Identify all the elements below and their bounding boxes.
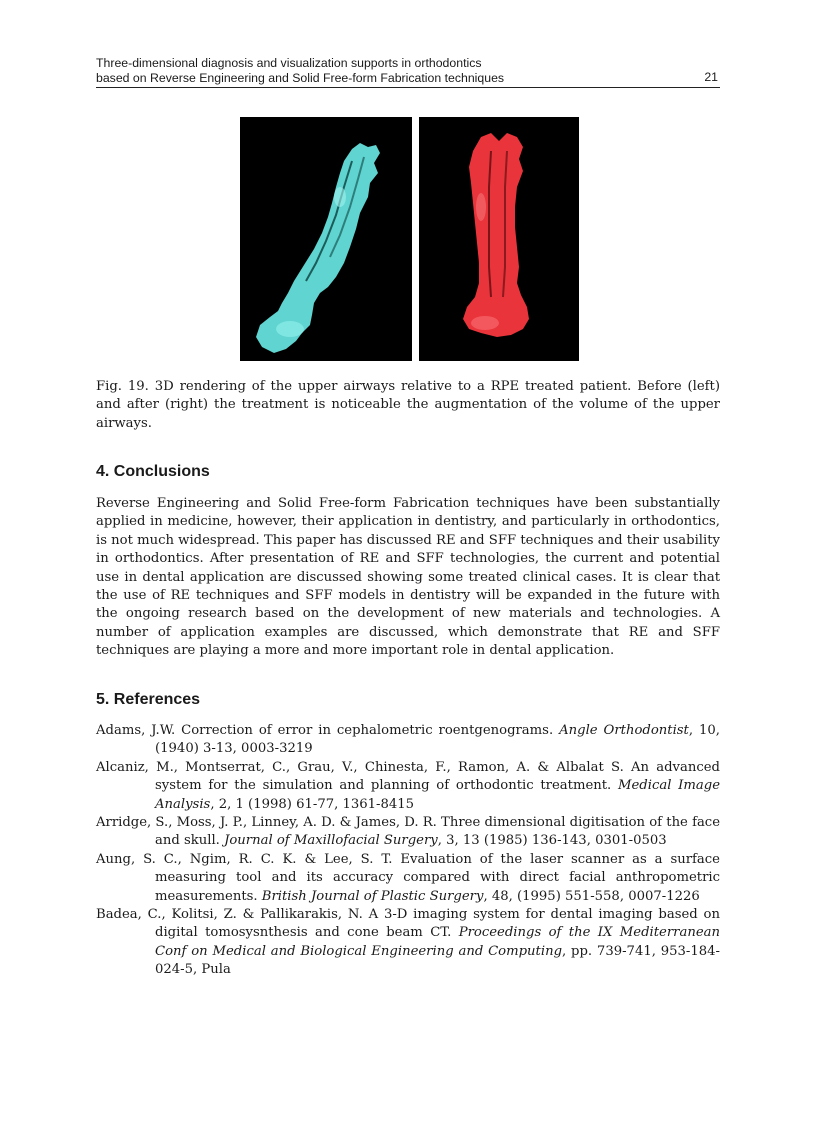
reference-text: Aung, S. C., Ngim, R. C. K. & Lee, S. T. Evaluation of the laser scanner as a surface measuring tool and its accuracy compared with direct facial anthropometric measurements. bbox=[96, 851, 720, 904]
figure-caption: Fig. 19. 3D rendering of the upper airways relative to a RPE treated patient. Before (left) and after (right) the treatment is noticeable the augmentation of the volume of the upper airways. bbox=[96, 379, 720, 431]
reference-item bbox=[96, 722, 720, 759]
reference-text: Arridge, S., Moss, J. P., Linney, A. D. & James, D. R. Three dimensional digitisation of the face and skull. bbox=[96, 815, 720, 849]
reference-item bbox=[96, 906, 720, 980]
reference-source: Medical Image Analysis bbox=[155, 778, 721, 812]
section-heading-conclusions: 4. Conclusions bbox=[96, 463, 210, 480]
reference-details: , 10, (1940) 3-13, 0003-3219 bbox=[155, 723, 720, 757]
reference-source: Journal of Maxillofacial Surgery bbox=[224, 833, 438, 849]
reference-text: Alcaniz, M., Montserrat, C., Grau, V., Chinesta, F., Ramon, A. & Albalat S. An advanced system for the simulation and planning of orthodontic treatment. bbox=[96, 759, 720, 794]
airway-after-image bbox=[419, 117, 579, 361]
running-title-line-1: Three-dimensional diagnosis and visualization supports in orthodontics bbox=[96, 56, 482, 70]
reference-text: Adams, J.W. Correction of error in cephalometric roentgenograms. bbox=[96, 723, 560, 738]
airway-render-after bbox=[419, 117, 579, 361]
running-title-line-2: based on Reverse Engineering and Solid Free-form Fabrication techniques bbox=[96, 71, 505, 85]
reference-details: , 3, 13 (1985) 136-143, 0301-0503 bbox=[437, 833, 667, 849]
conclusions-paragraph: Reverse Engineering and Solid Free-form Fabrication techniques have been substantially applied in medicine, however, their application in dentistry, and particularly in orthodontics, is not much widespread. This paper has discussed RE and SFF techniques and their usability in orthodontics. After presentation of RE and SFF technologies, the current and potential use in dental application are discussed showing some treated clinical cases. It is clear that the use of RE techniques and SFF models in dentistry will be expanded in the future with the ongoing research based on the development of new materials and technologies. A number of application examples are discussed, which demonstrate that RE and SFF techniques are playing a more and more important role in dental application. bbox=[96, 496, 720, 659]
airway-render-before bbox=[240, 117, 412, 361]
airway-before-image bbox=[240, 117, 412, 361]
airway-after-base bbox=[471, 316, 499, 330]
reference-item bbox=[96, 759, 720, 814]
reference-list bbox=[96, 722, 720, 980]
airway-after-shape bbox=[463, 133, 529, 337]
reference-source: British Journal of Plastic Surgery bbox=[261, 888, 484, 904]
reference-details: , 2, 1 (1998) 61-77, 1361-8415 bbox=[210, 796, 415, 812]
reference-source: Angle Orthodontist bbox=[559, 723, 689, 738]
figure-19 bbox=[240, 117, 580, 361]
reference-source: Proceedings of the IX Mediterranean Conf on Medical and Biological Engineering and Computing bbox=[155, 925, 720, 959]
page-number: 21 bbox=[704, 70, 718, 84]
reference-text: Badea, C., Kolitsi, Z. & Pallikarakis, N. A 3-D imaging system for dental imaging based on digital tomosysnthesis and cone beam CT. bbox=[96, 907, 720, 941]
reference-details: , pp. 739-741, 953-184-024-5, Pula bbox=[155, 943, 720, 978]
section-heading-references: 5. References bbox=[96, 691, 201, 708]
reference-details: , 48, (1995) 551-558, 0007-1226 bbox=[483, 888, 700, 904]
airway-before-shape bbox=[256, 143, 380, 353]
airway-after-highlight bbox=[476, 193, 486, 221]
airway-before-highlight bbox=[334, 187, 346, 207]
running-header bbox=[96, 56, 720, 88]
airway-before-base bbox=[276, 321, 304, 337]
reference-item bbox=[96, 814, 720, 851]
reference-item bbox=[96, 851, 720, 906]
